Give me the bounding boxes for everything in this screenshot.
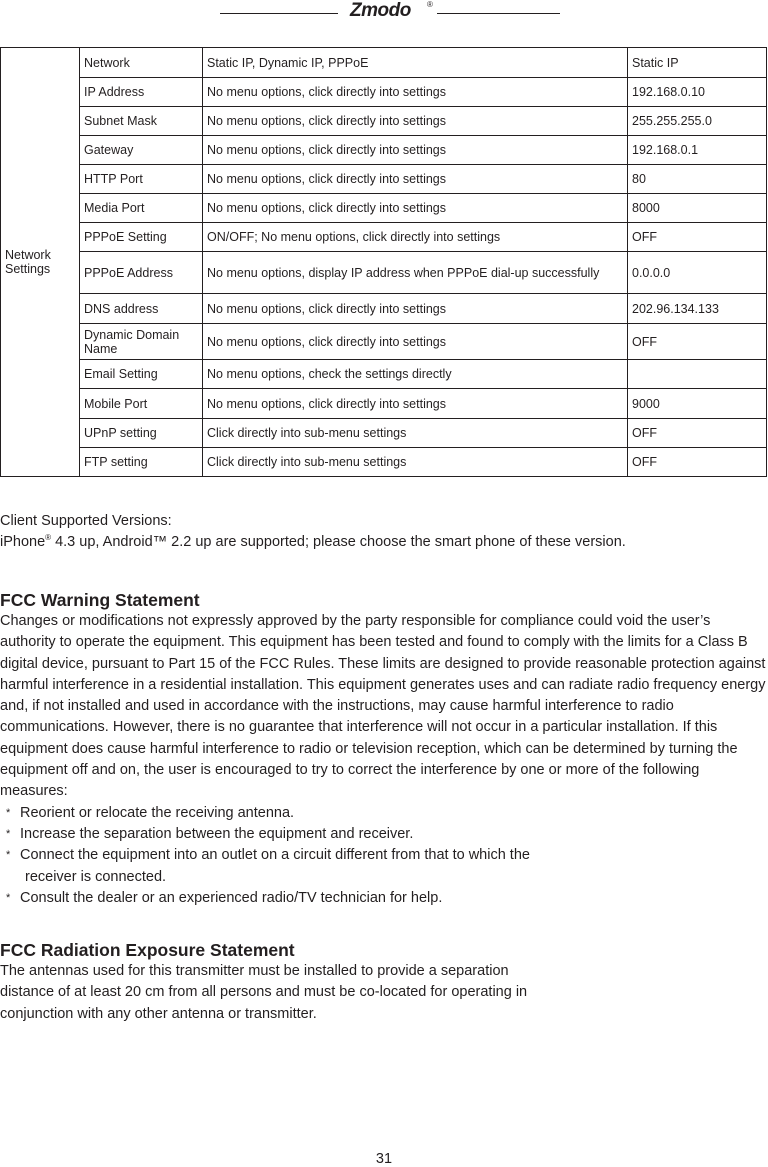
list-item: [0, 845, 768, 888]
header-rule-right: [437, 13, 560, 14]
table-row: [1, 448, 767, 477]
setting-default: OFF: [628, 223, 767, 252]
page-header: [0, 0, 768, 30]
setting-name: FTP setting: [80, 448, 203, 477]
fcc-radiation-title: FCC Radiation Exposure Statement: [0, 940, 295, 960]
table-row: [1, 136, 767, 165]
setting-options: No menu options, click directly into settings: [203, 165, 628, 194]
list-item: [0, 803, 768, 824]
setting-name: Subnet Mask: [80, 107, 203, 136]
setting-name: Media Port: [80, 194, 203, 223]
setting-name: Gateway: [80, 136, 203, 165]
setting-options: Click directly into sub-menu settings: [203, 419, 628, 448]
setting-name: HTTP Port: [80, 165, 203, 194]
setting-name: Mobile Port: [80, 389, 203, 419]
logo-registered-mark: ®: [427, 0, 433, 9]
setting-name: PPPoE Setting: [80, 223, 203, 252]
setting-options: No menu options, click directly into settings: [203, 389, 628, 419]
radiation-line-2: distance of at least 20 cm from all persons and must be co‐located for operating in: [0, 984, 528, 1001]
table-row: [1, 252, 767, 294]
page-number: 31: [375, 1151, 393, 1167]
radiation-line-3: conjunction with any other antenna or transmitter.: [0, 1005, 317, 1022]
setting-name: Network: [80, 48, 203, 78]
table-row: [1, 194, 767, 223]
setting-options: No menu options, click directly into settings: [203, 107, 628, 136]
setting-name: UPnP setting: [80, 419, 203, 448]
client-versions-heading: Client Supported Versions:: [0, 513, 172, 529]
measure-text: Connect the equipment into an outlet on a circuit different from that to which the: [20, 847, 530, 864]
fcc-radiation-section: [0, 939, 768, 1025]
setting-default: 192.168.0.10: [628, 78, 767, 107]
fcc-warning-title: FCC Warning Statement: [0, 590, 200, 610]
client-versions-section: [0, 511, 768, 554]
bullet-star: *: [6, 827, 11, 840]
setting-default: OFF: [628, 448, 767, 477]
setting-default: 80: [628, 165, 767, 194]
setting-name: PPPoE Address: [80, 252, 203, 294]
fcc-warning-section: [0, 589, 768, 909]
client-versions-text: [0, 532, 768, 553]
measure-text-continued: receiver is connected.: [25, 868, 167, 885]
fcc-warning-body: Changes or modifications not expressly approved by the party responsible for compliance could void the user’s authority to operate the equipment. This equipment has been tested and found to comply with the limits for a Class B digital device, pursuant to Part 15 of the FCC Rules. These limits are designed to provide reasonable protection against harmful interference in a residential installation. This equipment generates uses and can radiate radio frequency energy and, if not installed and used in accordance with the instructions, may cause harmful interference to radio communications. However, there is no guarantee that interference will not occur in a particular installation. If this equipment does cause harmful interference to radio or television reception, which can be determined by turning the equipment off and on, the user is encouraged to try to correct the interference by one or more of the following measures:: [0, 613, 766, 800]
setting-options: No menu options, click directly into settings: [203, 324, 628, 360]
measure-text: Reorient or relocate the receiving antenna.: [20, 804, 295, 821]
setting-default: 0.0.0.0: [628, 252, 767, 294]
setting-name: IP Address: [80, 78, 203, 107]
network-settings-table: [0, 47, 767, 477]
setting-options: Static IP, Dynamic IP, PPPoE: [203, 48, 628, 78]
setting-default: 9000: [628, 389, 767, 419]
setting-options: No menu options, click directly into settings: [203, 136, 628, 165]
iphone-label: iPhone: [0, 534, 46, 551]
table-row: [1, 389, 767, 419]
client-versions-rest: 4.3 up, Android™ 2.2 up are supported; please choose the smart phone of these version.: [51, 534, 626, 551]
setting-default: [628, 360, 767, 389]
setting-default: 8000: [628, 194, 767, 223]
table-row: [1, 223, 767, 252]
setting-default: OFF: [628, 324, 767, 360]
setting-default: 255.255.255.0: [628, 107, 767, 136]
logo-text: Zmodo: [350, 0, 411, 21]
table-row: [1, 419, 767, 448]
bullet-star: *: [6, 849, 11, 862]
table-row: [1, 48, 767, 78]
list-item: [0, 888, 768, 909]
setting-default: 202.96.134.133: [628, 294, 767, 324]
setting-default: OFF: [628, 419, 767, 448]
table-row: [1, 324, 767, 360]
setting-name: Email Setting: [80, 360, 203, 389]
radiation-line-1: The antennas used for this transmitter must be installed to provide a separation: [0, 963, 509, 979]
setting-options: ON/OFF; No menu options, click directly into settings: [203, 223, 628, 252]
setting-options: No menu options, click directly into settings: [203, 294, 628, 324]
setting-default: Static IP: [628, 48, 767, 78]
table-row: [1, 360, 767, 389]
setting-name: Dynamic Domain Name: [80, 324, 203, 360]
setting-options: No menu options, display IP address when PPPoE dial-up successfully: [203, 252, 628, 294]
table-row: [1, 294, 767, 324]
measure-text: Consult the dealer or an experienced radio/TV technician for help.: [20, 889, 443, 906]
setting-options: No menu options, check the settings directly: [203, 360, 628, 389]
table-row: [1, 78, 767, 107]
registered-mark: ®: [45, 533, 52, 543]
table-row: [1, 165, 767, 194]
group-label-network-settings: Network Settings: [1, 48, 80, 477]
bullet-star: *: [6, 891, 11, 904]
setting-options: Click directly into sub-menu settings: [203, 448, 628, 477]
list-item: [0, 824, 768, 845]
measure-text: Increase the separation between the equipment and receiver.: [20, 825, 414, 842]
table-row: [1, 107, 767, 136]
measures-list: [0, 803, 768, 909]
fcc-radiation-body: [0, 961, 768, 1025]
setting-name: DNS address: [80, 294, 203, 324]
setting-default: 192.168.0.1: [628, 136, 767, 165]
setting-options: No menu options, click directly into settings: [203, 194, 628, 223]
brand-logo: [350, 0, 434, 22]
bullet-star: *: [6, 806, 11, 819]
header-rule-left: [220, 13, 338, 14]
setting-options: No menu options, click directly into settings: [203, 78, 628, 107]
